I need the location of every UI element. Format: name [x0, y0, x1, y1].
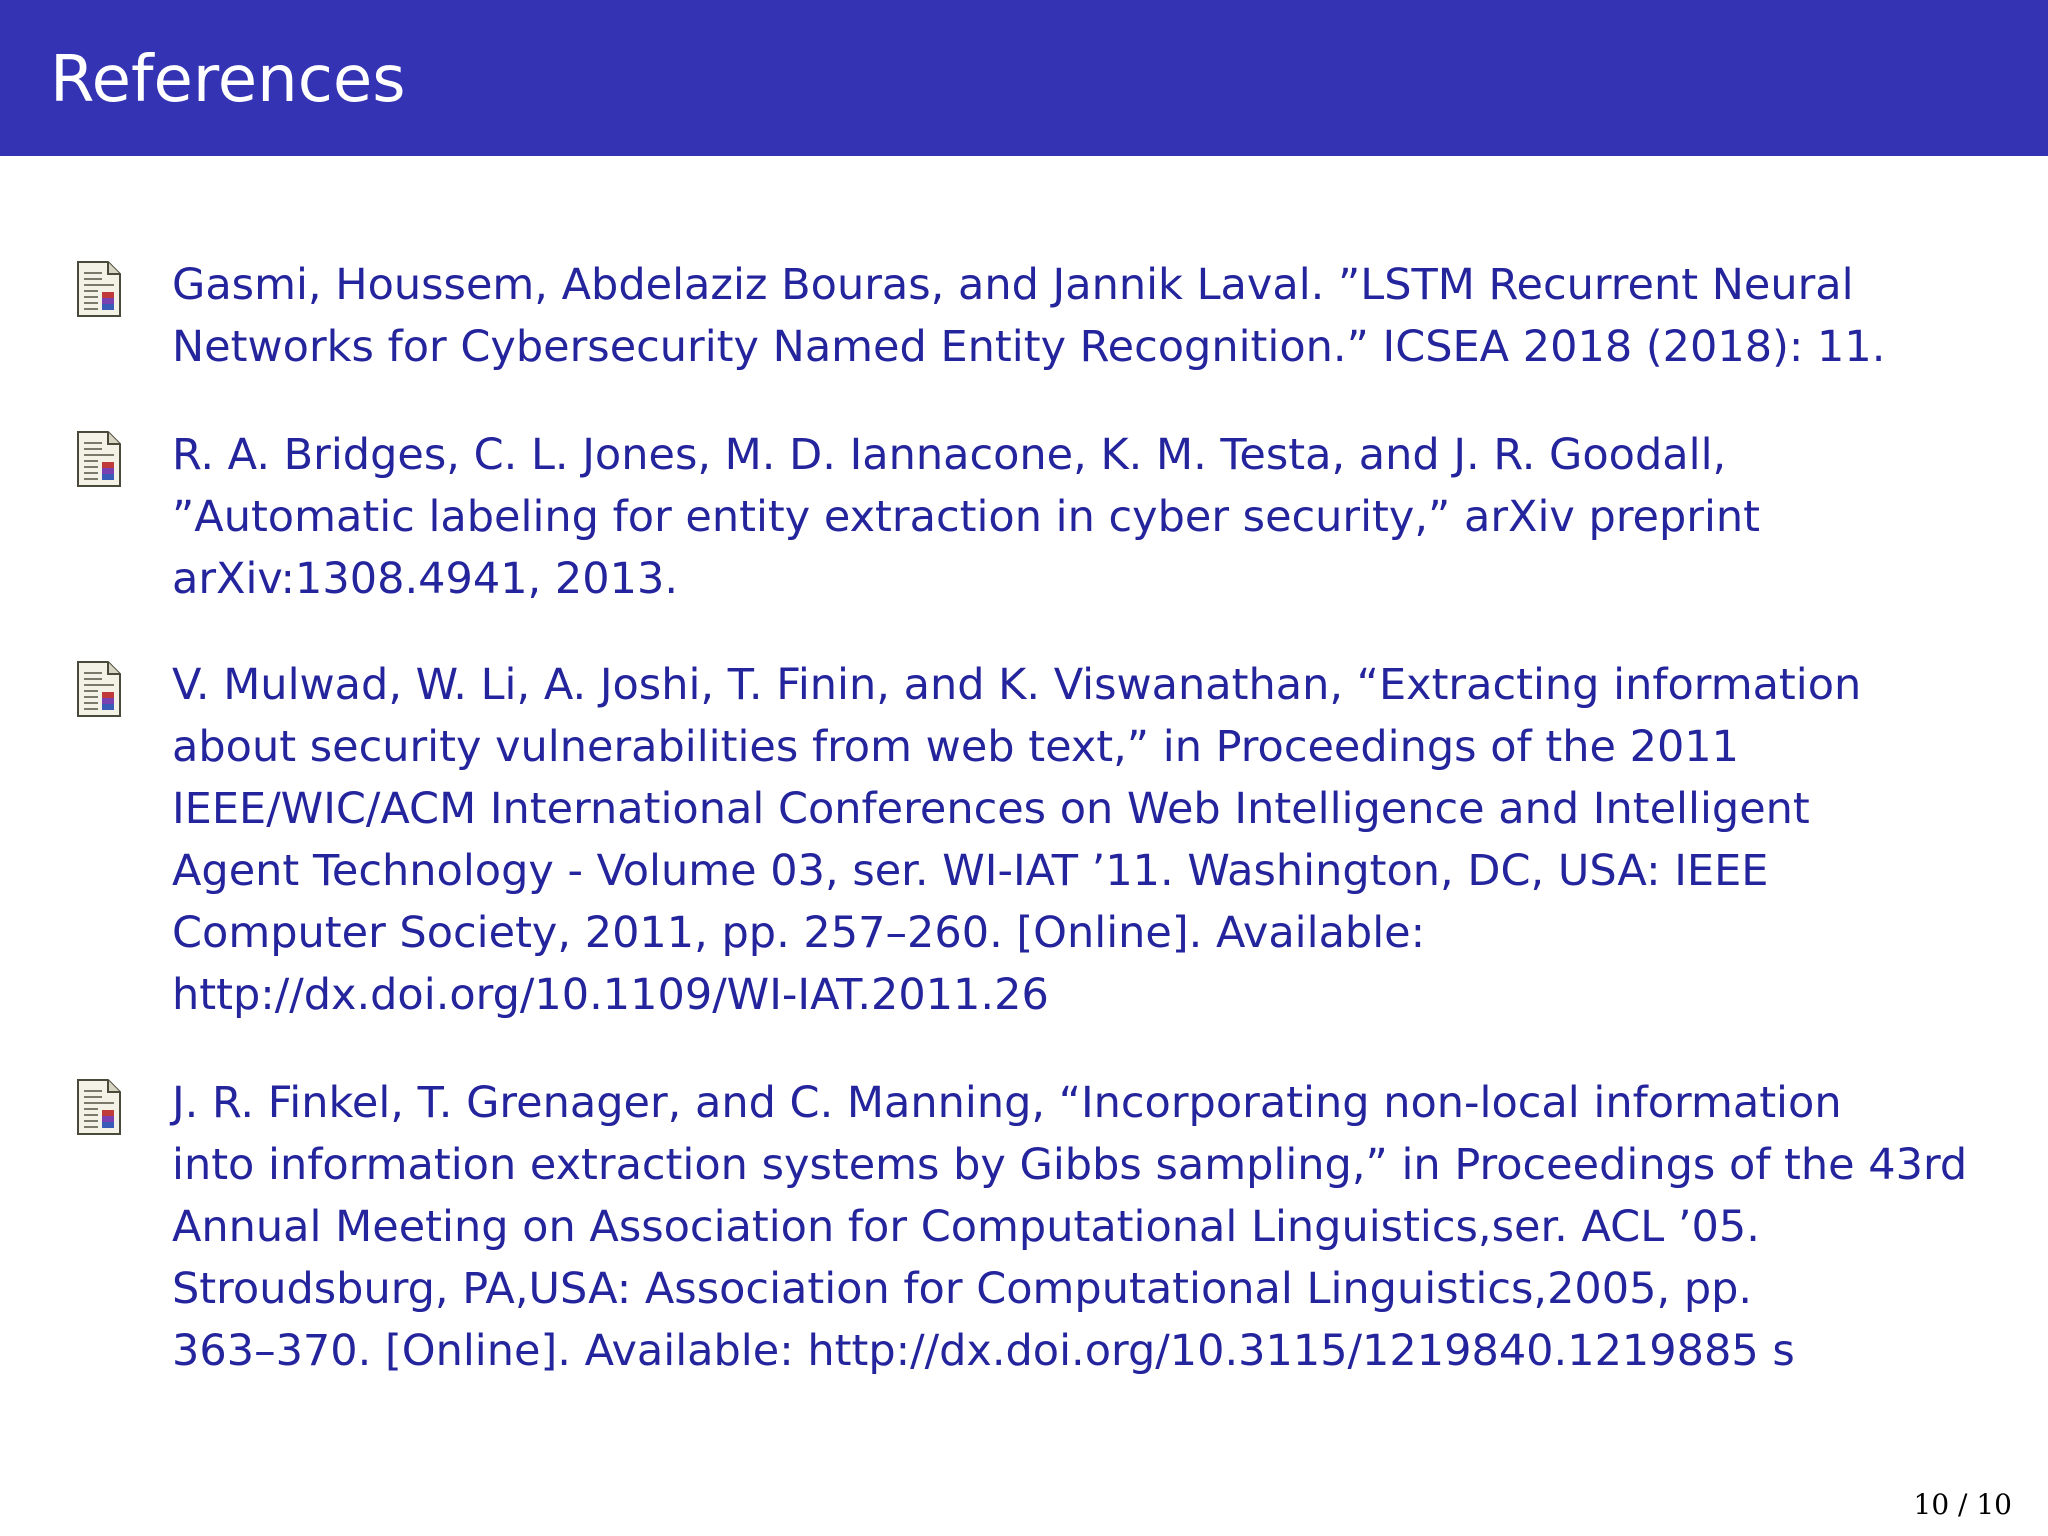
reference-line: Agent Technology - Volume 03, ser. WI-IAT ’11. Washington, DC, USA: IEEE: [172, 846, 1769, 896]
reference-line: Computer Society, 2011, pp. 257–260. [Online]. Available:: [172, 908, 1426, 958]
reference-text: [172, 254, 2012, 378]
article-icon: [76, 660, 122, 718]
reference-line: ”Automatic labeling for entity extraction in cyber security,” arXiv preprint: [172, 492, 1761, 542]
reference-line: Annual Meeting on Association for Computational Linguistics,ser. ACL ’05.: [172, 1202, 1760, 1252]
article-icon: [76, 260, 122, 318]
reference-line: into information extraction systems by Gibbs sampling,” in Proceedings of the 43rd: [172, 1140, 1968, 1190]
reference-line: J. R. Finkel, T. Grenager, and C. Manning, “Incorporating non-local information: [172, 1078, 1842, 1128]
article-icon: [76, 1078, 122, 1136]
page-number: 10 / 10: [1913, 1488, 2012, 1521]
reference-line: about security vulnerabilities from web text,” in Proceedings of the 2011: [172, 722, 1740, 772]
reference-text: [172, 424, 2012, 610]
reference-line: V. Mulwad, W. Li, A. Joshi, T. Finin, and K. Viswanathan, “Extracting information: [172, 660, 1862, 710]
title-bar: [0, 0, 2048, 156]
slide-title: References: [50, 43, 406, 117]
article-icon: [76, 430, 122, 488]
reference-text: [172, 1072, 2012, 1382]
reference-text: [172, 654, 2012, 1026]
reference-line: IEEE/WIC/ACM International Conferences on Web Intelligence and Intelligent: [172, 784, 1810, 834]
reference-line: R. A. Bridges, C. L. Jones, M. D. Iannacone, K. M. Testa, and J. R. Goodall,: [172, 430, 1727, 480]
reference-line: http://dx.doi.org/10.1109/WI-IAT.2011.26: [172, 970, 1049, 1020]
reference-line: arXiv:1308.4941, 2013.: [172, 554, 678, 604]
reference-line: Stroudsburg, PA,USA: Association for Computational Linguistics,2005, pp.: [172, 1264, 1753, 1314]
reference-line: 363–370. [Online]. Available: http://dx.doi.org/10.3115/1219840.1219885 s: [172, 1326, 1795, 1376]
reference-line: Networks for Cybersecurity Named Entity Recognition.” ICSEA 2018 (2018): 11.: [172, 322, 1886, 372]
reference-line: Gasmi, Houssem, Abdelaziz Bouras, and Jannik Laval. ”LSTM Recurrent Neural: [172, 260, 1854, 310]
